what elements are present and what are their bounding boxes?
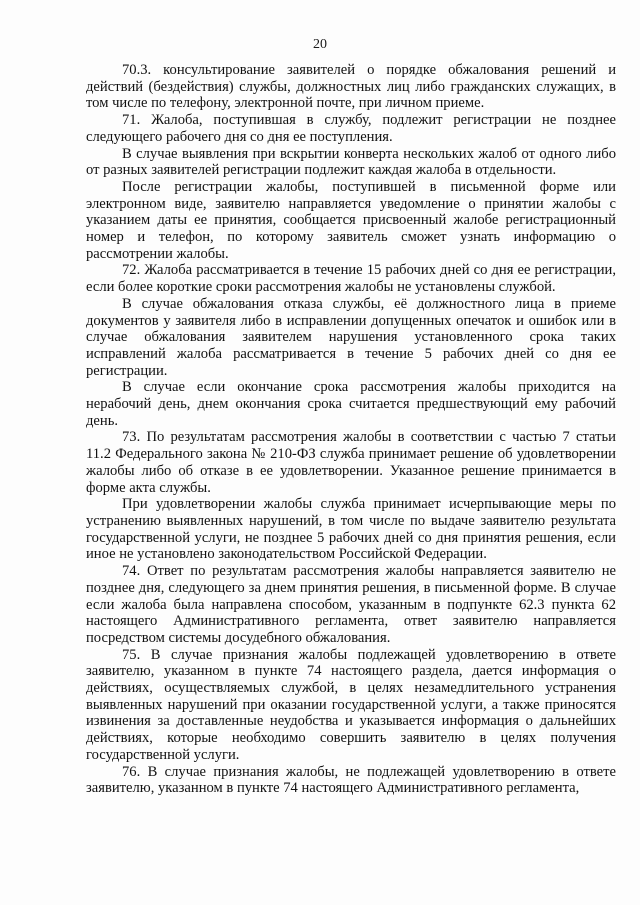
document-body <box>86 62 616 797</box>
paragraph-71: 71. Жалоба, поступившая в службу, подлежит регистрации не позднее следующего рабочего дня со дня ее поступления. <box>86 112 616 145</box>
paragraph-75: 75. В случае признания жалобы подлежащей удовлетворению в ответе заявителю, указанном в пункте 74 настоящего раздела, дается информация о действиях, осуществляемых службой, в целях незамедлительного устранения выявленных нарушений при оказании государственной услуги, а также приносятся извинения за доставленные неудобства и указывается информация о дальнейших действиях, которые необходимо совершить заявителю в целях получения государственной услуги. <box>86 646 616 763</box>
paragraph-73: 73. По результатам рассмотрения жалобы в соответствии с частью 7 статьи 11.2 Федерального закона № 210-ФЗ служба принимает решение об удовлетворении жалобы либо об отказе в ее удовлетворении. Указанное решение принимается в форме акта службы. <box>86 429 616 496</box>
paragraph-72: 72. Жалоба рассматривается в течение 15 рабочих дней со дня ее регистрации, если более короткие сроки рассмотрения жалобы не установлены службой. <box>86 262 616 296</box>
paragraph-74: 74. Ответ по результатам рассмотрения жалобы направляется заявителю не позднее дня, следующего за днем принятия решения, в письменной форме. В случае если жалоба была направлена способом, указанным в подпункте 62.3 пункта 62 настоящего Административного регламента, ответ заявителю направляется посредством системы досудебного обжалования. <box>86 563 616 646</box>
paragraph-71-envelope: В случае выявления при вскрытии конверта нескольких жалоб от одного либо от разных заявителей регистрации подлежит каждая жалоба в отдельности. <box>86 145 616 179</box>
page-number: 20 <box>313 37 327 52</box>
paragraph-76: 76. В случае признания жалобы, не подлежащей удовлетворению в ответе заявителю, указанном в пункте 74 настоящего Административного регламента, <box>86 763 616 797</box>
paragraph-71-notification: После регистрации жалобы, поступившей в письменной форме или электронном виде, заявителю направляется уведомление о принятии жалобы с указанием даты ее принятия, сообщается присвоенный жалобе регистрационный номер и телефон, по которому заявитель сможет узнать информацию о рассмотрении жалобы. <box>86 178 616 262</box>
paragraph-70-3: 70.3. консультирование заявителей о порядке обжалования решений и действий (бездействия) службы, должностных лиц либо гражданских служащих, в том числе по телефону, электронной почте, при личном приеме. <box>86 62 616 112</box>
paragraph-73-satisfaction: При удовлетворении жалобы служба принимает исчерпывающие меры по устранению выявленных нарушений, в том числе по выдаче заявителю результата государственной услуги, не позднее 5 рабочих дней со дня принятия решения, если иное не установлено законодательством Российской Федерации. <box>86 496 616 563</box>
paragraph-72-refusal: В случае обжалования отказа службы, её должностного лица в приеме документов у заявителя либо в исправлении допущенных опечаток и ошибок или в случае обжалования заявителем нарушения установленного срока таких исправлений жалоба рассматривается в течение 5 рабочих дней со дня ее регистрации. <box>86 295 616 379</box>
paragraph-72-nonworking-day: В случае если окончание срока рассмотрения жалобы приходится на нерабочий день, днем окончания срока считается предшествующий ему рабочий день. <box>86 379 616 429</box>
